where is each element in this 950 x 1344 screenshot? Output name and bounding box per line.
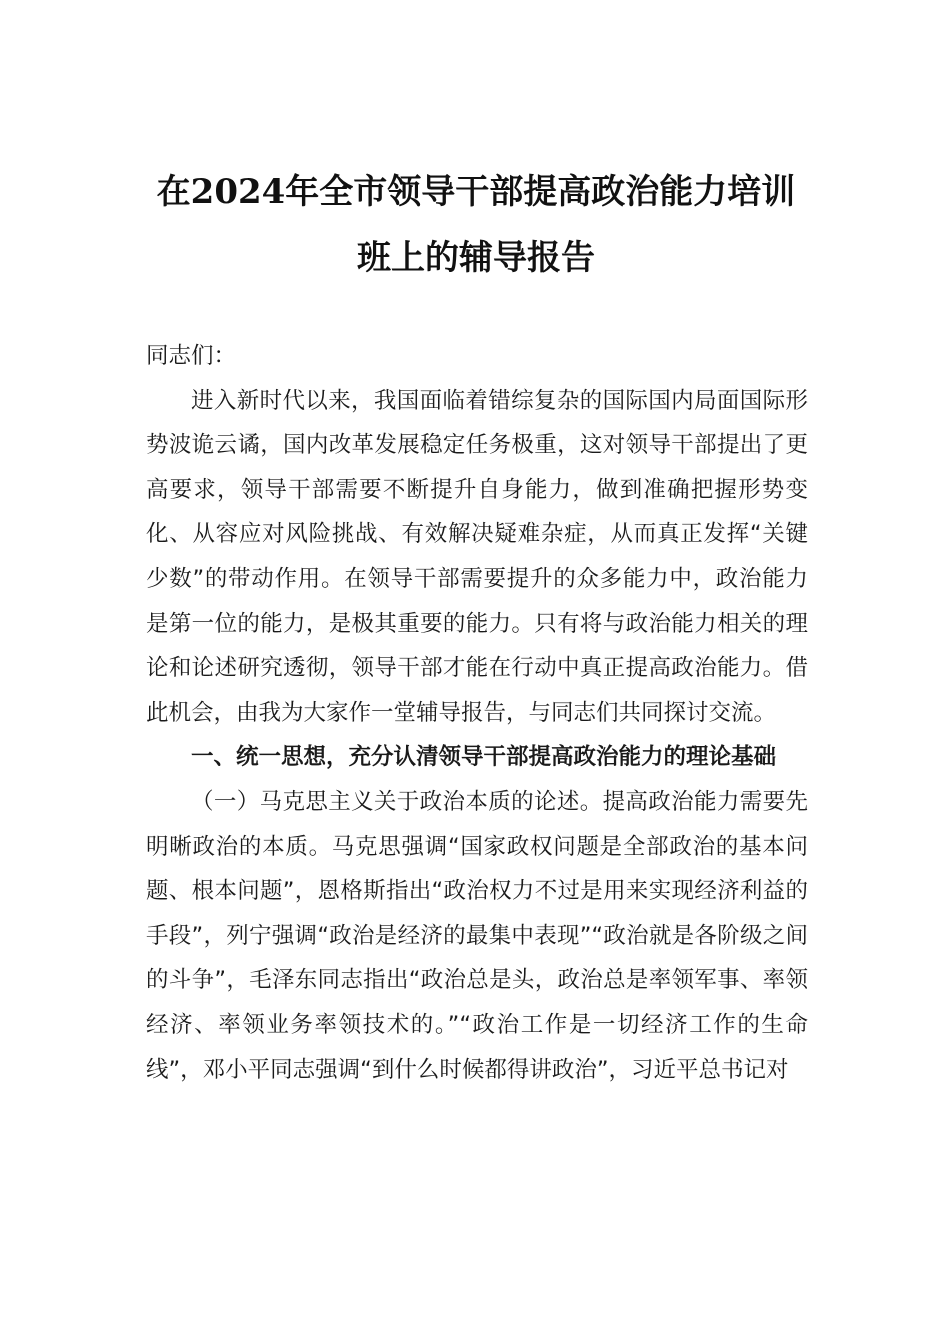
section-heading-1: 一、统一思想，充分认清领导干部提高政治能力的理论基础 <box>191 744 777 771</box>
section-1-paragraph: （一）马克思主义关于政治本质的论述。提高政治能力需要先明晰政治的本质。马克思强调“国家政权问题是全部政治的基本问题、根本问题”，恩格斯指出“政治权力不过是用来实现经济利益的手段”，列宁强调“政治是经济的最集中表现”“政治就是各阶级之间的斗争”，毛泽东同志指出“政治总是头，政治总是率领军事、率领经济、率领业务率领技术的。”“政治工作是一切经济工作的生命线”，邓小平同志强调“到什么时候都得讲政治”，习近平总书记对 <box>146 788 808 1083</box>
document-title-line-2: 班上的辅导报告 <box>357 238 595 278</box>
intro-paragraph: 进入新时代以来，我国面临着错综复杂的国际国内局面国际形势波诡云谲，国内改革发展稳定任务极重，这对领导干部提出了更高要求，领导干部需要不断提升自身能力，做到准确把握形势变化、从容应对风险挑战、有效解决疑难杂症，从而真正发挥“关键少数”的带动作用。在领导干部需要提升的众多能力中，政治能力是第一位的能力，是极其重要的能力。只有将与政治能力相关的理论和论述研究透彻，领导干部才能在行动中真正提高政治能力。借此机会，由我为大家作一堂辅导报告，与同志们共同探讨交流。 <box>146 387 808 726</box>
document-title-line-1: 在2024年全市领导干部提高政治能力培训 <box>156 172 796 212</box>
document-body <box>146 334 808 1092</box>
salutation: 同志们： <box>146 343 237 369</box>
